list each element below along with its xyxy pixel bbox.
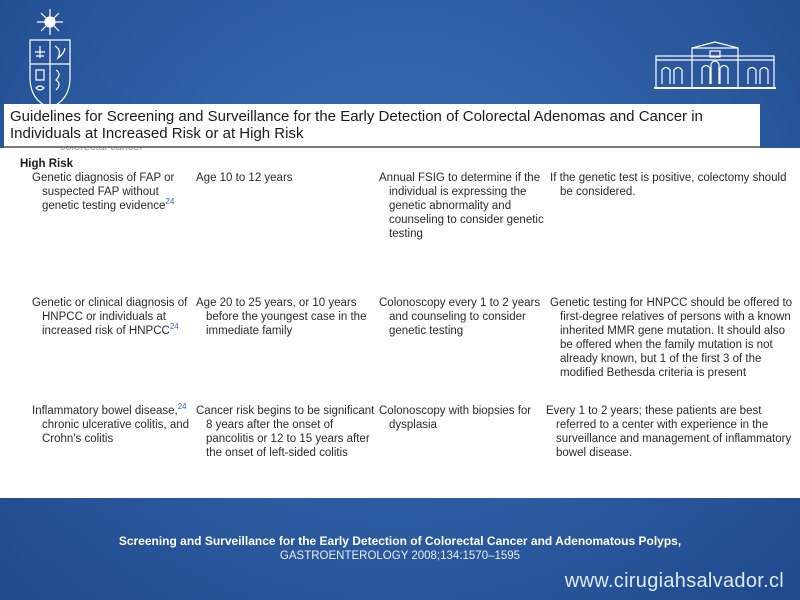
reference-link[interactable]: 24 [169,322,179,332]
citation-title: Screening and Surveillance for the Early Detection of Colorectal Cancer and Adenomatous Polyps, [118,534,682,548]
risk-category-cell: Genetic or clinical diagnosis of HNPCC or individuals at increased risk of HNPCC$^{24}$ [32,297,188,337]
website-url[interactable]: www.cirugiahsalvador.cl [564,570,784,592]
reference-link[interactable]: 24 [165,197,175,207]
age-cell: Age 10 to 12 years [196,172,293,184]
reference-link[interactable]: 24 [177,402,187,412]
citation-journal: GASTROENTEROLOGY 2008;134:1570–1595 [279,550,521,562]
university-crest-icon [22,8,78,112]
age-cell: Age 20 to 25 years, or 10 years before the youngest case in the immediate family [196,297,367,337]
guidelines-table [0,148,800,498]
age-cell: Cancer risk begins to be significant 8 years after the onset of pancolitis or 12 to 15 years after the onset of left-sided colitis [196,405,375,459]
test-cell: Colonoscopy with biopsies for dysplasia [379,405,532,431]
table-title-bar [4,104,760,148]
test-cell: Colonoscopy every 1 to 2 years and counseling to consider genetic testing [379,297,541,337]
comments-cell: Every 1 to 2 years; these patients are best referred to a center with experience in the surveillance and management of inflammatory bowel disease. [546,405,792,459]
comments-cell: Genetic testing for HNPCC should be offered to first-degree relatives of persons with a known inherited MMR gene mutation. It should also be offered when the family mutation is not already known, but 1 of the first 3 of the modified Bethesda criteria is present [550,297,793,379]
source-citation [0,534,800,564]
test-cell: Annual FSIG to determine if the individual is expressing the genetic abnormality and counseling to consider genetic testing [379,172,544,240]
hospital-building-icon [652,40,778,92]
section-heading-high-risk: High Risk [20,158,74,170]
comments-cell: If the genetic test is positive, colectomy should be considered. [550,172,787,198]
risk-category-cell: Genetic diagnosis of FAP or suspected FAP without genetic testing evidence$^{24}$ [32,172,175,212]
table-title: Guidelines for Screening and Surveillance for the Early Detection of Colorectal Adenomas and Cancer in Individuals at Increased Risk or at High Risk [10,108,703,142]
risk-category-cell: Inflammatory bowel disease,$^{24}$ chronic ulcerative colitis, and Crohn's colitis [32,402,190,445]
